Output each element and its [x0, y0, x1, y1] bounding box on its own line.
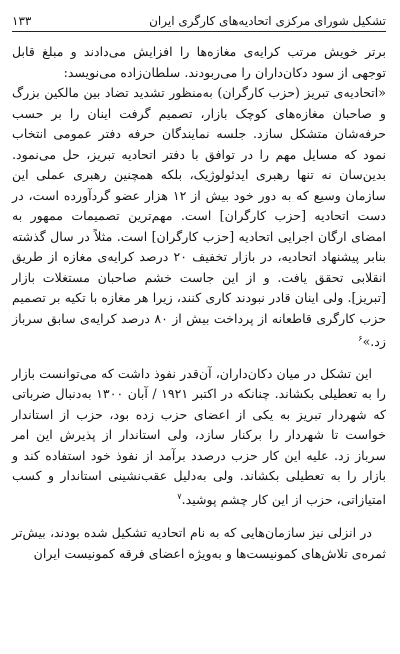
- page-body: [12, 42, 386, 564]
- footnote-mark-7: ۷: [177, 491, 182, 501]
- quote-text: «اتحادیه‌ی تبریز (حزب کارگران) به‌منظور تشدید تضاد بین مالکین بزرگ و صاحبان مغازه‌های کوچک بازار، تصمیم گرفت اینان را بر حسب حرفه‌شان متشکل سازد. جلسه نمایندگان حرفه دفتر عمومی انتخاب نمود که مسایل مهم را در توافق با دفتر اتحادیه تبریز، حل می‌نمود. بدین‌سان نه تنها رهبری ایدئولوژیک، بلکه همچنین رهبری عملی این سازمان وسیع که به دور خود بیش از ۱۲ هزار عضو گردآورده است، در دست اتحادیه [حزب کارگران] است. مهم‌ترین تصمیمات ممهور به امضای ارگان اجرایی اتحادیه [حزب کارگران] است. مثلاً در سال گذشته بنابر پیشنهاد اتحادیه، در بازار تخفیف ۲۰ درصد کرایه‌ی مغازه از طریق انقلابی تحقق یافت. و از این جاست خشم صاحبان مستغلات بازار [تبریز]. ولی اینان قادر نبودند کاری کنند، زیرا هر مغازه با تکیه بر تصمیم حزب کارگری قاطعانه از پرداخت بیش از ۸۰ درصد کرایه‌ی سابق سرباز زد.»: [12, 85, 386, 350]
- quote-paragraph: [12, 83, 386, 353]
- paragraph-3-text: این تشکل در میان دکان‌داران، آن‌قدر نفوذ داشت که می‌توانست بازار را به تعطیلی بکشاند. چنانکه در اکتبر ۱۹۲۱ / آبان ۱۳۰۰ به‌دنبال ضرباتی که شهردار تبریز به یکی از اعضای حزب زده بود، حزب از استاندار خواست تا شهردار را برکنار سازد، ولی استاندار از پذیرش این امر سرباز زد. علیه این کار حزب درصدد برآمد از نفوذ خود استفاده کند و بازار را به تعطیلی بکشاند. ولی به‌دلیل عقب‌نشینی استاندار و کسب امتیازاتی، حزب از این کار چشم پوشید.: [12, 365, 386, 507]
- page-number: ۱۳۳: [12, 14, 32, 28]
- chapter-title: تشکیل شورای مرکزی اتحادیه‌های کارگری ایران: [149, 14, 386, 28]
- paragraph-3: [12, 364, 386, 511]
- footnote-mark-6: ۶: [358, 334, 363, 343]
- paragraph-1: برتر خویش مرتب کرایه‌ی مغازه‌ها را افزایش می‌دادند و مبلغ قابل توجهی از سود دکان‌داران را می‌ربودند. سلطان‌زاده می‌نویسد:: [12, 44, 386, 80]
- paragraph-4: در انزلی نیز سازمان‌هایی که به نام اتحادیه تشکیل شده بودند، بیش‌تر ثمره‌ی تلاش‌های کمونیست‌ها و به‌ویژه اعضای فرقه کمونیست ایران: [12, 525, 386, 561]
- running-header: [12, 0, 386, 32]
